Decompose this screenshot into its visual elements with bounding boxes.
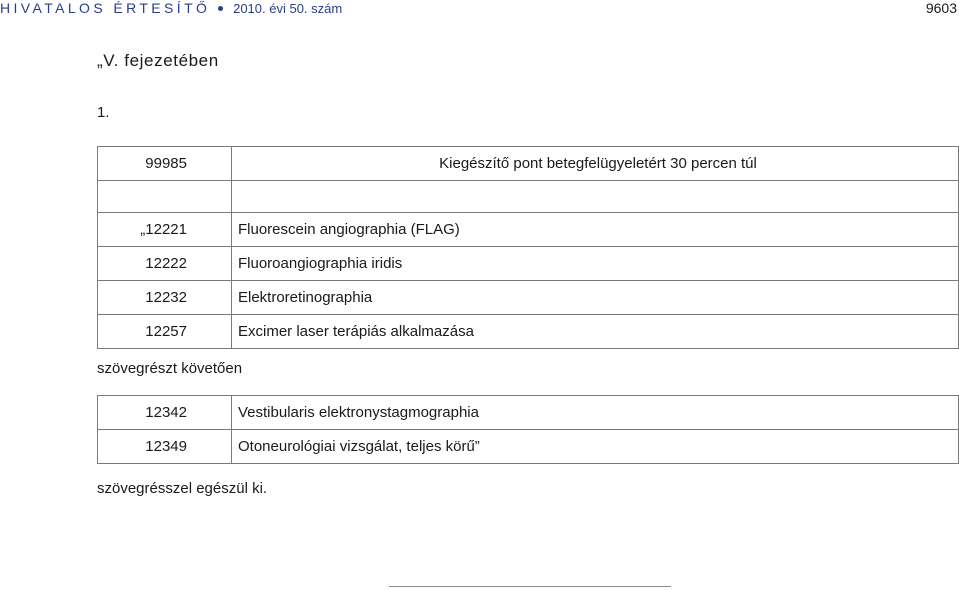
table-row bbox=[98, 147, 959, 181]
code-cell bbox=[98, 181, 232, 213]
table-row bbox=[98, 315, 959, 349]
table-row bbox=[98, 247, 959, 281]
table-row bbox=[98, 281, 959, 315]
code-cell: 12222 bbox=[98, 247, 232, 281]
code-cell: 99985 bbox=[98, 147, 232, 181]
code-cell: 12342 bbox=[98, 396, 232, 430]
code-cell: 12257 bbox=[98, 315, 232, 349]
code-cell: 12349 bbox=[98, 430, 232, 464]
table-row bbox=[98, 213, 959, 247]
description-cell bbox=[232, 181, 959, 213]
page-number: 9603 bbox=[925, 0, 957, 16]
procedure-table-2 bbox=[97, 395, 959, 464]
description-cell: Kiegészítő pont betegfelügyeletért 30 percen túl bbox=[232, 147, 959, 181]
code-cell: 12232 bbox=[98, 281, 232, 315]
description-cell: Vestibularis elektronystagmographia bbox=[232, 396, 959, 430]
item-number: 1. bbox=[97, 104, 110, 121]
footer-divider bbox=[389, 586, 671, 587]
paragraph-closing-text: szövegrésszel egészül ki. bbox=[97, 480, 268, 497]
procedure-table-1 bbox=[97, 146, 959, 349]
description-cell: Fluoroangiographia iridis bbox=[232, 247, 959, 281]
table-row bbox=[98, 430, 959, 464]
code-cell: „12221 bbox=[98, 213, 232, 247]
table-row bbox=[98, 181, 959, 213]
bullet-separator-icon bbox=[218, 6, 223, 11]
chapter-line: „V. fejezetében bbox=[97, 51, 219, 70]
page-header bbox=[0, 0, 959, 20]
publication-title: HIVATALOS ÉRTESÍTŐ bbox=[0, 0, 211, 16]
description-cell: Excimer laser terápiás alkalmazása bbox=[232, 315, 959, 349]
issue-label: 2010. évi 50. szám bbox=[233, 1, 343, 16]
header-publication bbox=[0, 0, 342, 16]
table-row bbox=[98, 396, 959, 430]
description-cell: Fluorescein angiographia (FLAG) bbox=[232, 213, 959, 247]
description-cell: Elektroretinographia bbox=[232, 281, 959, 315]
paragraph-following-text: szövegrészt követően bbox=[97, 360, 243, 377]
description-cell: Otoneurológiai vizsgálat, teljes körű” bbox=[232, 430, 959, 464]
